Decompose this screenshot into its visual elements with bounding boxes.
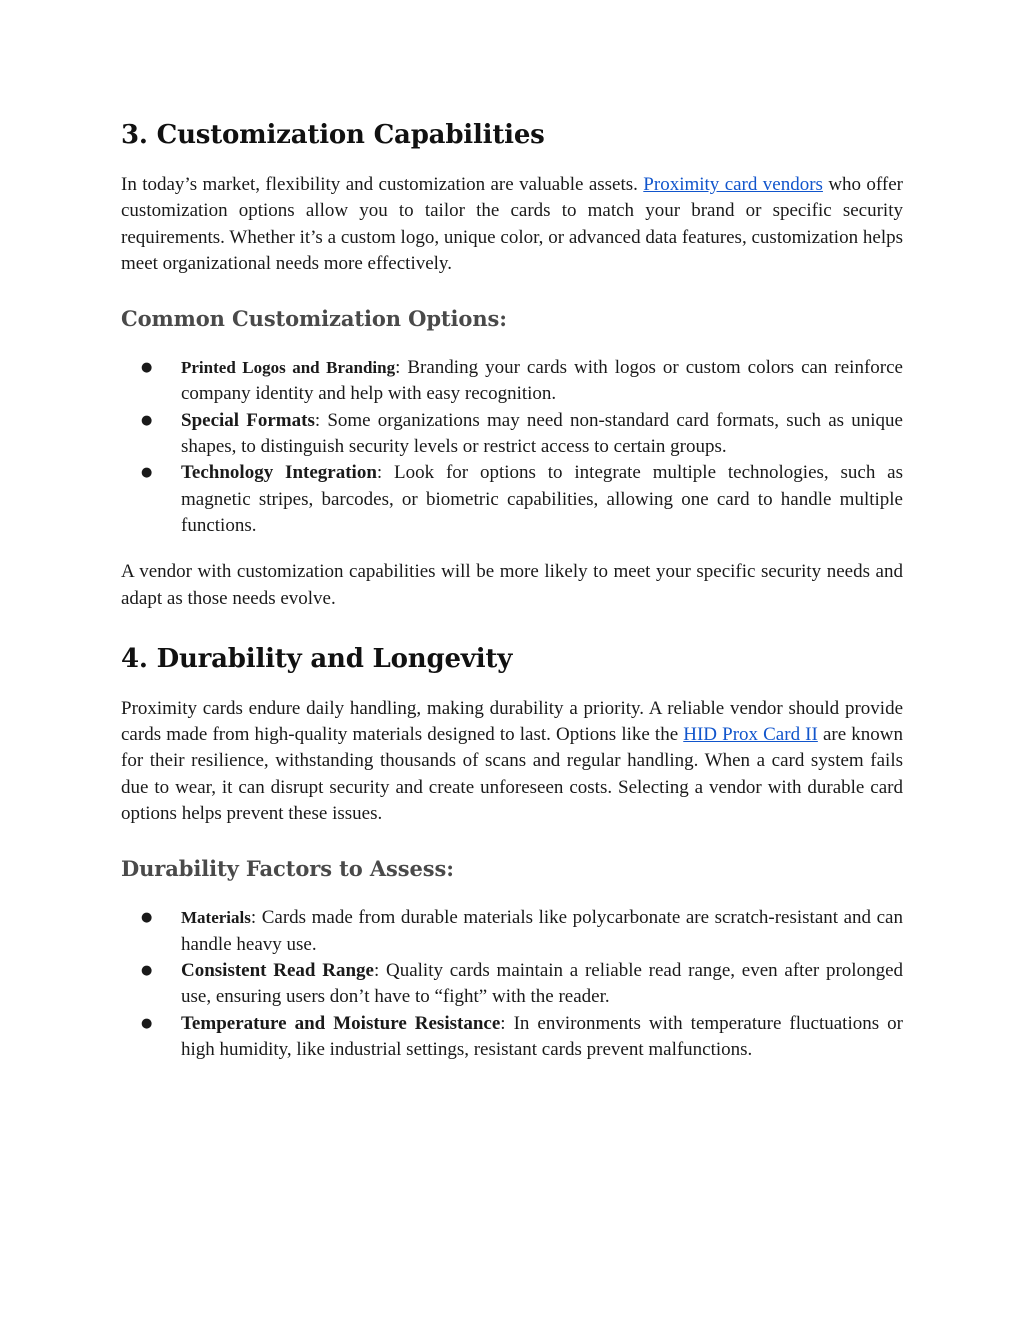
list-item [121, 1011, 903, 1064]
section-3-intro [121, 172, 903, 277]
bullet-icon: ● [141, 412, 153, 428]
list-item [121, 958, 903, 1011]
bullet-icon: ● [141, 962, 153, 978]
section-4-intro-text-start: Proximity cards endure daily handling, making durability a priority. A reliable vendor should provide cards made from high-quality materials designed to last. Options like the [121, 697, 903, 746]
list-item-text: : Branding your cards with logos or custom colors can reinforce company identity and help with easy recognition. [181, 357, 903, 405]
list-item-term: Materials [181, 908, 251, 928]
section-4-intro [121, 696, 903, 827]
bullet-icon: ● [141, 360, 153, 376]
section-3-title: 3. Customization Capabilities [121, 120, 545, 150]
list-item-text: : Quality cards maintain a reliable read range, even after prolonged use, ensuring users don’t have to “fight” with the reader. [181, 959, 904, 1008]
list-item-text: : Some organizations may need non-standard card formats, such as unique shapes, to distinguish security levels or restrict access to certain groups. [181, 409, 903, 458]
customization-options-list [121, 355, 903, 539]
list-item [121, 905, 903, 958]
bullet-icon: ● [141, 910, 153, 926]
list-item-text: : In environments with temperature fluctuations or high humidity, like industrial settings, resistant cards prevent malfunctions. [181, 1012, 903, 1060]
durability-factors-list [121, 905, 903, 1063]
list-item-text: : Cards made from durable materials like polycarbonate are scratch-resistant and can handle heavy use. [181, 907, 903, 955]
list-item-term: Consistent Read Range [181, 959, 374, 981]
section-4-title: 4. Durability and Longevity [121, 643, 513, 674]
section-3-intro-text-start: In today’s market, flexibility and customization are valuable assets. [121, 174, 644, 195]
list-item [121, 355, 903, 408]
list-item-term: Temperature and Moisture Resistance [181, 1012, 501, 1034]
list-item-term: Printed Logos and Branding [181, 358, 396, 378]
section-4-intro-text-end: are known for their resilience, withstanding thousands of scans and regular handling. When a card system fails due to wear, it can disrupt security and create unforeseen costs. Selecting a vendor with durable card options helps prevent these issues. [121, 724, 903, 825]
hid-prox-card-ii-link[interactable]: HID Prox Card II [683, 724, 818, 746]
list-item-term: Special Formats [181, 409, 315, 431]
bullet-icon: ● [141, 465, 153, 481]
bullet-icon: ● [141, 1015, 153, 1031]
section-3-subheading: Common Customization Options: [121, 306, 507, 332]
list-item-term: Technology Integration [181, 462, 377, 484]
proximity-card-vendors-link[interactable]: Proximity card vendors [643, 174, 823, 195]
list-item [121, 408, 903, 461]
section-3-intro-text-end: who offer customization options allow you to tailor the cards to match your brand or specific security requirements. Whether it’s a custom logo, unique color, or advanced data features, customization helps meet organizational needs more effectively. [121, 174, 904, 274]
section-3-closing: A vendor with customization capabilities will be more likely to meet your specific security needs and adapt as those needs evolve. [121, 561, 903, 609]
list-item-text: : Look for options to integrate multiple technologies, such as magnetic stripes, barcodes, or biometric capabilities, allowing one card to handle multiple functions. [181, 462, 903, 536]
section-4-subheading: Durability Factors to Assess: [121, 856, 454, 882]
list-item [121, 460, 903, 539]
